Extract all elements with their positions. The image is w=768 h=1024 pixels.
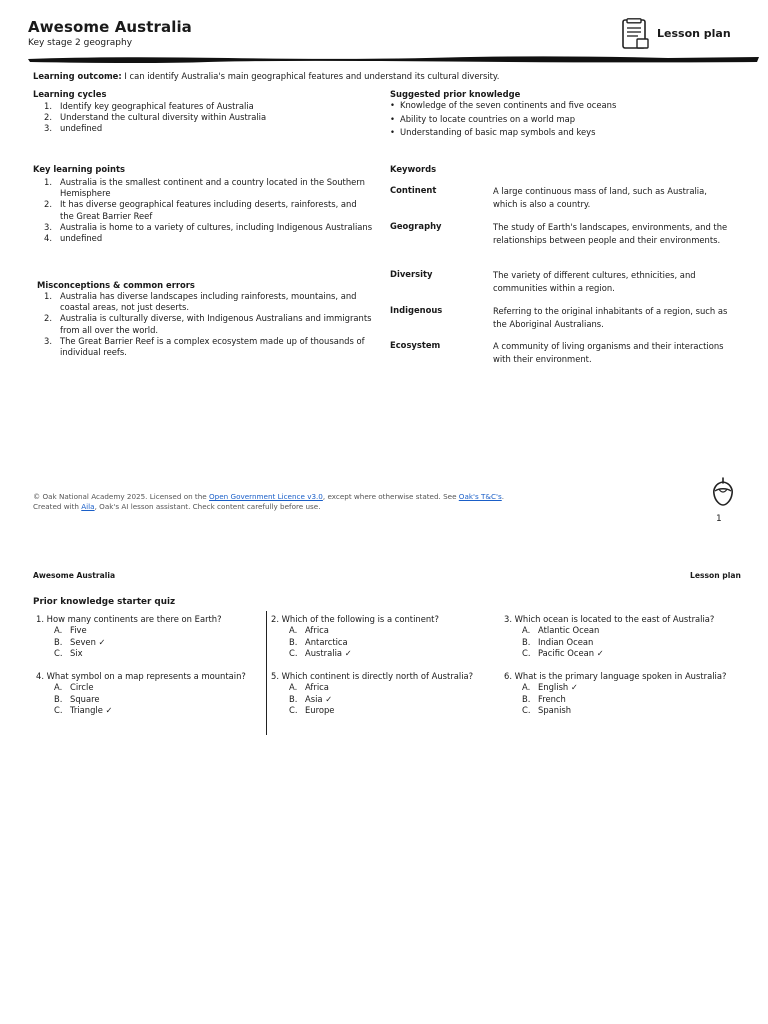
keyword-term: Geography [390, 221, 442, 231]
key-learning-points-heading: Key learning points [33, 164, 126, 174]
keyword-definition: The variety of different cultures, ethnicities, and communities within a region. [493, 270, 696, 293]
question-text: 2. Which of the following is a continent? [271, 614, 439, 624]
keyword-term: Continent [390, 185, 437, 195]
answer-option: C. Triangle ✓ [54, 705, 113, 716]
keyword-term: Diversity [390, 269, 433, 279]
learning-cycles-list [38, 101, 358, 135]
answer-option: C. Spanish [522, 705, 572, 716]
page-subtitle: Key stage 2 geography [28, 38, 133, 48]
oak-acorn-logo-icon [710, 477, 736, 507]
bullet-icon: • [390, 100, 395, 110]
list-item: • Understanding of basic map symbols and keys [390, 126, 730, 140]
list-item: 3. The Great Barrier Reef is a complex ecosystem made up of thousands of individual reefs. [44, 335, 365, 358]
answer-option: C. Pacific Ocean ✓ [522, 648, 604, 659]
learning-outcome [33, 71, 499, 81]
quiz-question [36, 614, 262, 660]
lesson-plan-icon [620, 18, 650, 50]
question-text: 3. Which ocean is located to the east of Australia? [504, 614, 715, 624]
question-text: 6. What is the primary language spoken in Australia? [504, 671, 727, 681]
list-item: • Ability to locate countries on a world map [390, 113, 730, 127]
quiz-question [504, 614, 740, 660]
list-item: 3. Australia is home to a variety of cultures, including Indigenous Australians [44, 221, 373, 232]
page-title: Awesome Australia [28, 18, 192, 36]
learning-outcome-label: Learning outcome: [33, 71, 122, 81]
keyword-definition: A large continuous mass of land, such as Australia, which is also a country. [493, 186, 707, 209]
quiz-column-divider [266, 611, 267, 735]
answer-option: C. Six [54, 648, 83, 659]
answer-option: A. Africa [289, 625, 329, 636]
header-divider [28, 55, 759, 64]
answer-option: C. Europe [289, 705, 335, 716]
starter-quiz-heading: Prior knowledge starter quiz [33, 597, 176, 607]
learning-cycles-heading: Learning cycles [33, 89, 107, 99]
quiz-question [271, 671, 497, 717]
quiz-question [271, 614, 497, 660]
page-number: 1 [716, 514, 722, 524]
answer-option: A. Five [54, 625, 87, 636]
bullet-icon: • [390, 113, 395, 124]
answer-option: A. English ✓ [522, 682, 578, 693]
prior-knowledge-list [390, 99, 730, 140]
keyword-definition: Referring to the original inhabitants of a region, such as the Aboriginal Australians. [493, 306, 728, 329]
page-2-plan-label: Lesson plan [690, 571, 741, 580]
keyword-definition: The study of Earth's landscapes, environments, and the relationships between people and their environments. [493, 222, 728, 245]
keyword-term: Indigenous [390, 305, 443, 315]
list-item: 2. It has diverse geographical features including deserts, rainforests, and the Great Barrier Reef [44, 199, 357, 221]
question-text: 5. Which continent is directly north of Australia? [271, 671, 474, 681]
list-item: 4. undefined [44, 233, 103, 244]
terms-link[interactable]: Oak's T&C's [458, 492, 502, 501]
bullet-icon: • [390, 127, 395, 138]
list-item: 2. Understand the cultural diversity within Australia [44, 112, 267, 123]
list-item: 2. Australia is culturally diverse, with Indigenous Australians and immigrants from all over the world. [44, 313, 372, 335]
misconceptions-list [38, 291, 373, 358]
page-2-title: Awesome Australia [33, 571, 116, 580]
footer-line-1: © Oak National Academy 2025. Licensed on the Open Government Licence v3.0, except where otherwise stated. See Oak's T&C's. [33, 492, 505, 501]
answer-option: B. Seven ✓ [54, 636, 106, 647]
lesson-plan-label: Lesson plan [657, 27, 731, 40]
answer-option: A. Circle [54, 682, 94, 693]
list-item: 3. undefined [44, 123, 103, 134]
key-learning-points-list [38, 177, 373, 244]
answer-option: C. Australia ✓ [289, 648, 352, 659]
keyword-term: Ecosystem [390, 340, 441, 350]
answer-option: A. Africa [289, 682, 329, 693]
list-item: 1. Australia is the smallest continent and a country located in the Southern Hemisphere [44, 177, 365, 199]
aila-link[interactable]: Aila [81, 502, 95, 512]
question-text: 4. What symbol on a map represents a mountain? [36, 671, 246, 681]
licence-link[interactable]: Open Government Licence v3.0 [209, 492, 323, 501]
misconceptions-heading: Misconceptions & common errors [37, 280, 195, 290]
quiz-question [504, 671, 730, 717]
list-item: • Knowledge of the seven continents and five oceans [390, 99, 730, 113]
answer-option: B. French [522, 693, 566, 704]
answer-option: A. Atlantic Ocean [522, 625, 600, 636]
question-text: 1. How many continents are there on Earth? [36, 614, 222, 624]
licence-footer [33, 492, 504, 513]
answer-option: B. Antarctica [289, 636, 348, 647]
keywords-heading: Keywords [390, 164, 437, 174]
prior-knowledge-heading: Suggested prior knowledge [390, 89, 521, 99]
learning-outcome-text: I can identify Australia's main geographical features and understand its cultural diversity. [121, 71, 500, 81]
answer-option: B. Indian Ocean [522, 636, 594, 647]
list-item: 1. Identify key geographical features of Australia [44, 101, 254, 111]
footer-line-2: Created with Aila, Oak's AI lesson assistant. Check content carefully before use. [33, 502, 321, 512]
answer-option: B. Square [54, 693, 100, 704]
quiz-question [36, 671, 262, 717]
keyword-definition: A community of living organisms and their interactions with their environment. [493, 341, 724, 364]
list-item: 1. Australia has diverse landscapes including rainforests, mountains, and coastal areas, not just deserts. [44, 291, 357, 313]
answer-option: B. Asia ✓ [289, 693, 333, 704]
